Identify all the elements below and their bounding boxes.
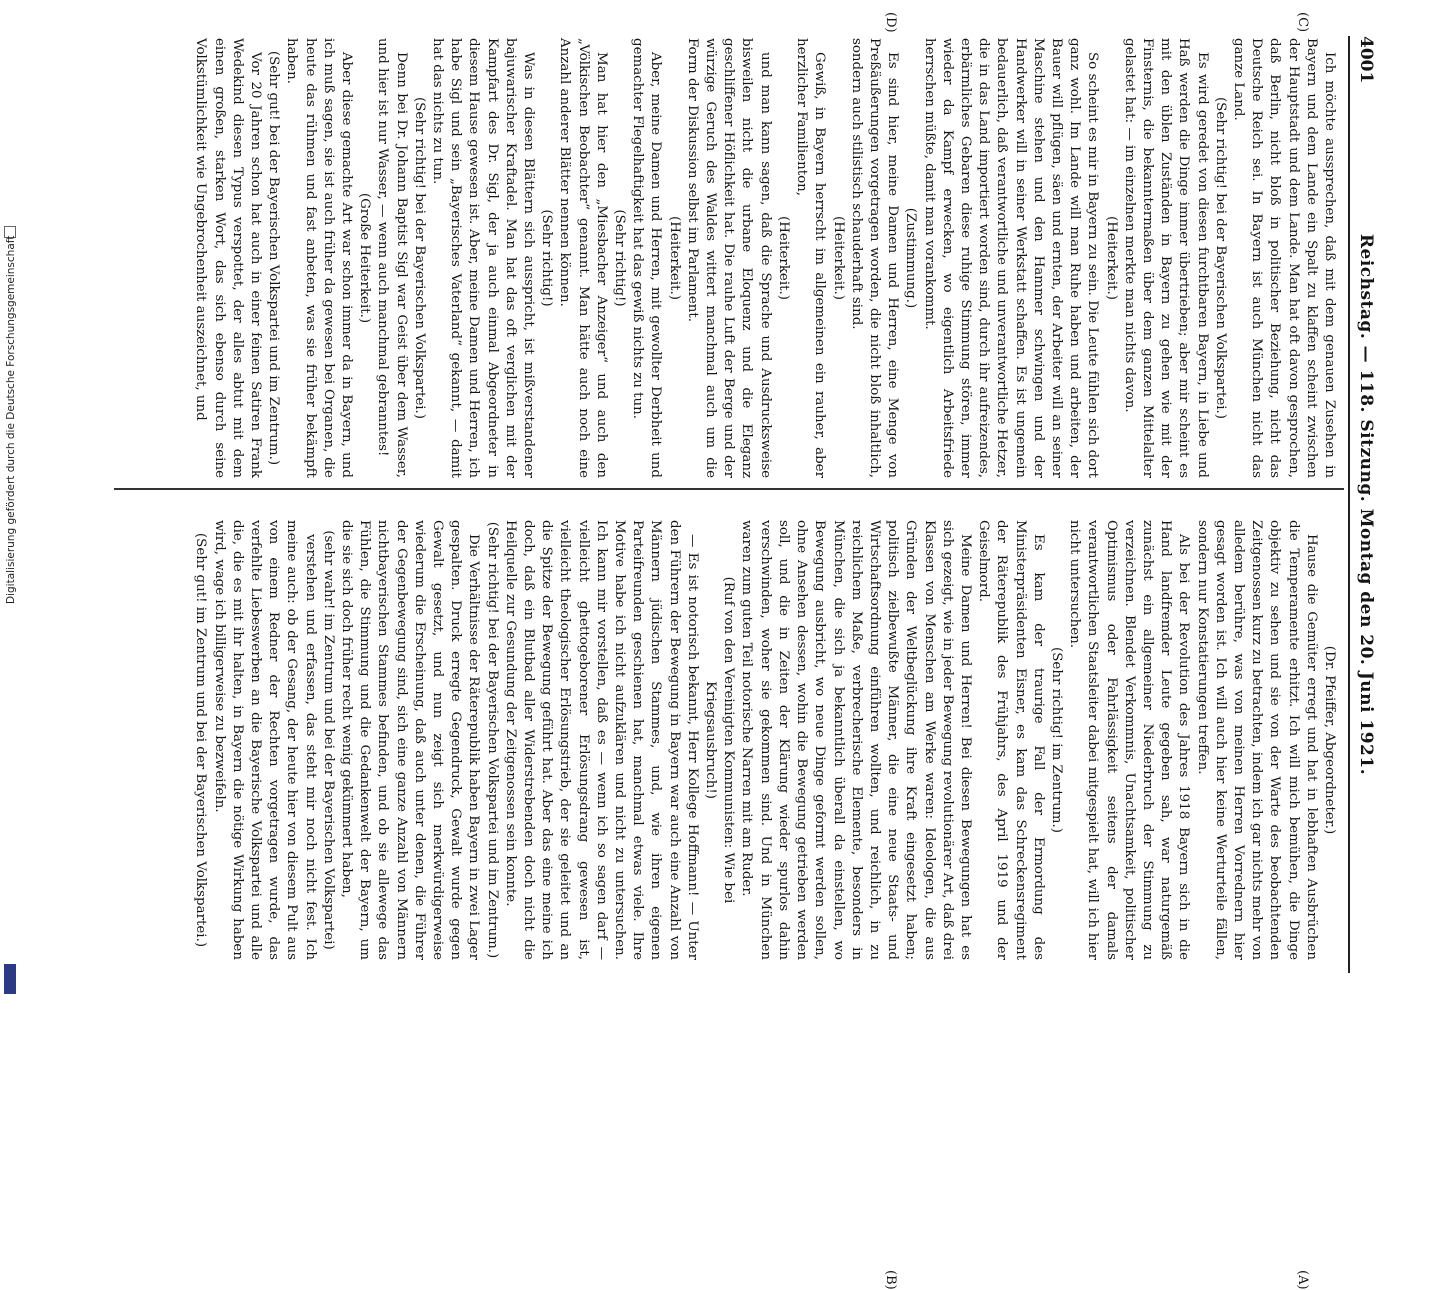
paragraph: (Sehr richtig!) xyxy=(539,209,555,307)
paragraph: Aber diese gemachte Art war schon immer da in Bayern, und ich muß sagen, sie ist auch früher da gewesen bei Organen, die heute das rühmen und fast anbeten, was sie früher bekämpft haben. xyxy=(284,38,355,478)
paragraph: Es kam der traurige Fall der Ermordung des Ministerpräsidenten Eisner, es kam das Schreckensregiment der Räterepublik des Frühjahrs, des April 1919 und der Geiselmord. xyxy=(976,520,1046,960)
paragraph: (Sehr richtig! bei der Bayerischen Volkspartei und im Zentrum.) xyxy=(484,521,500,959)
paragraph: Meine Damen und Herren! Bei diesen Bewegungen hat es sich gezeigt, wie in jeder Bewegung revolutionärer Art, daß drei Klassen von Menschen am Werke waren: Ideologen, die aus Gründen der Weltbeglückung ihre Kraft eingesetzt haben; politisch zielbewußte Männer, die eine neue Staats- und Wirtschaftsordnung einführen wollten, und reichlich, in zu reichlichem Maße, verbrecherische Elemente, besonders in München, die sich ja bekanntlich überall da einstellen, wo Bewegung ausbricht, wo neue Dinge geformt werden sollen, ohne Ansehen dessen, wohin die Bewegung getrieben werden soll, und die in Zeiten der Klärung wieder spurlos dahin verschwinden, woher sie gekommen sind. Und in München waren zum guten Teil notorische Narren mit am Ruder. xyxy=(739,520,973,960)
paragraph: (sehr wahr! im Zentrum und bei der Bayerischen Volkspartei) xyxy=(320,530,336,950)
paragraph: Es sind hier, meine Damen und Herren, eine Menge von Preßäußerungen vorgetragen worden, die nicht bloß inhaltlich, sondern auch stilistisch schauderhaft sind. xyxy=(848,38,901,478)
paragraph: Man hat hier den „Miesbacher Anzeiger“ und auch den „Völkischen Beobachter“ genannt. Man hätte auch noch eine Anzahl anderer Blätter nennen können. xyxy=(557,38,609,478)
paragraph: Denn bei Dr. Johann Baptist Sigl war Geist über dem Wasser, und hier ist nur Wasser, — wenn auch manchmal gebranntes! xyxy=(375,38,409,478)
paragraph: und man kann sagen, daß die Sprache und Ausdrucksweise bisweilen nicht die urbane Eloquenz und die Eleganz geschliffener Höflichkeit hat. Die rauhe Luft der Berge und der würzige Geruch des Waldes wittert manchmal auch um die Form der Diskussion selbst im Parlament. xyxy=(684,38,773,478)
paragraph: Was in diesen Blättern sich ausspricht, ist mißverstandener bajuwarischer Kraftadel. Man hat das oft verglichen mit der Kampfart des Dr. Sigl, der ja auch einmal Abgeordneter in diesem Hause gewesen ist. Aber, meine Damen und Herren, ich habe Sigl und sein „Bayerisches Vaterland“ gekannt, — damit hat das nichts zu tun. xyxy=(430,38,537,478)
paragraph: (Sehr gut! im Zentrum und bei der Bayerischen Volkspartei.) xyxy=(193,532,209,948)
text-column-right xyxy=(191,520,1338,960)
paragraph: Vor 20 Jahren schon hat auch in einer feinen Satiren Frank Wedekind diesen Typus verspottet, der alles abtut mit dem einen großen, starken Wort, das sich ebenso durch seine Volkstümlichkeit wie Ungebrochenheit auszeichnet, und xyxy=(193,38,264,478)
paragraph: (Heiterkeit.) xyxy=(775,216,791,300)
paragraph: (Sehr richtig! bei der Bayerischen Volkspartei.) xyxy=(1212,96,1228,420)
paragraph: (Sehr richtig! bei der Bayerischen Volkspartei.) xyxy=(411,96,427,420)
paragraph: — Es ist notorisch bekannt, Herr Kollege Hoffmann! — Unter den Führern der Bewegung in Bayern war auch eine Anzahl von Männern jüdischen Stammes, und, wie ihren eigenen Parteifreunden geschienen hat, manchmal etwas viele. Ihre Motive habe ich nicht aufzuklären und nicht zu untersuchen. Ich kann mir vorstellen, daß es — wenn ich so sagen darf — vielleicht ghettogeborener Erlösungsdrang gewesen ist, vielleicht theologischer Erlösungstrieb, der sie geleitet und an die Spitze der Bewegung geführt hat. Aber das eine meine ich doch, daß ein Blutbad aller Widerstrebenden doch nicht die Heilquelle zur Gesundung der Zeitgenossen sein konnte. xyxy=(502,520,700,960)
margin-marker-b: (B) xyxy=(883,1270,898,1290)
page-number: 4001 xyxy=(1356,36,1376,84)
paragraph: (Sehr richtig! im Zentrum.) xyxy=(1048,647,1064,833)
paragraph: (Heiterkeit.) xyxy=(1103,216,1119,300)
margin-marker-d: (D) xyxy=(883,12,898,33)
paragraph: (Große Heiterkeit.) xyxy=(357,192,373,324)
digitization-credit: Digitalisierung gefördert durch die Deutsche Forschungsgemeinschaft xyxy=(5,235,17,604)
paragraph: Gewiß, in Bayern herrscht im allgemeinen ein rauher, aber herzlicher Familienton, xyxy=(794,38,828,478)
header-title: Reichstag. — 118. Sitzung. Montag den 20. Juni 1921. xyxy=(1356,233,1376,776)
paragraph: Ich möchte aussprechen, daß mit dem genauen Zusehen in Bayern und dem Lande ein Spalt zu klaffen scheint zwischen der Hauptstadt und dem Lande. Man hat oft davon gesprochen, daß Berlin, nicht bloß in politischer Beziehung, nicht das Deutsche Reich sei. In Bayern ist auch München nicht das ganze Land. xyxy=(1230,38,1337,478)
dfg-logo xyxy=(4,964,16,994)
paragraph: (Dr. Pfeiffer, Abgeordneter.) xyxy=(1322,645,1337,835)
paragraph: Die Verhältnisse der Räterepublik haben Bayern in zwei Lager gespalten. Druck erregte Gegendruck, Gewalt wurde gegen Gewalt gesetzt, und nun zeigt sich merkwürdigerweise wiederum die Erscheinung, daß auch unter denen, die Führer der Gegenbewegung sind, sich eine ganze Anzahl von Männern nichtbayerischen Stammes befinden, und ob sie allewege das Fühlen, die Stimmung und die Gedankenwelt der Bayern, um die sie sich doch früher recht wenig gekümmert haben, xyxy=(339,520,482,960)
paragraph: (Heiterkeit.) xyxy=(830,216,846,300)
margin-marker-a: (A) xyxy=(1295,1270,1310,1290)
column-divider xyxy=(114,488,1344,490)
paragraph: (Heiterkeit.) xyxy=(666,216,682,300)
paragraph: (Sehr gut! bei der Bayerischen Volkspartei und im Zentrum.) xyxy=(266,50,282,466)
page-header xyxy=(1348,36,1380,973)
paragraph: (Zustimmung.) xyxy=(903,207,919,309)
paragraph: So scheint es mir in Bayern zu sein. Die Leute fühlen sich dort ganz wohl. Im Lande will man Ruhe haben und arbeiten, der Bauer will pflügen, säen und ernten, der Arbeiter will an seiner Maschine stehen und den Hammer schwingen und der Handwerker will in seiner Werkstatt schaffen. Es ist ungemein bedauerlich, daß verantwortliche und unverantwortliche Hetzer, die in das Land importiert worden sind, durch ihr aufreizendes, erbärmliches Gebaren diese ruhige Stimmung stören, immer wieder da Kampf erwecken, wo eigentlich Arbeitsfriede herrschen müßte, damit man vorankommt. xyxy=(921,38,1101,478)
paragraph: Als bei der Revolution des Jahres 1918 Bayern sich in die Hand landfremder Leute gegeben sah, war naturgemäß zunächst ein allgemeiner Niederbruch der Stimmung zu verzeichnen. Blendet Verkommnis, Unachtsamkeit, politischer Optimismus oder Fahrlässigkeit seitens der damals verantwortlichen Staatsleiter dabei mitgespielt hat, will ich hier nicht untersuchen. xyxy=(1067,520,1192,960)
paragraph: (Ruf von den Vereinigten Kommunisten: Wie bei Kriegsausbruch!) xyxy=(703,576,737,904)
paragraph: Es wird geredet von diesen furchtbaren Bayern, in Liebe und Haß werden die Dinge immer übertrieben; aber mir scheint es mit den üblen Zuständen in Bayern zu gehen wie mit der Finsternis, die bekanntermaßen über dem ganzen Mittelalter gelastet hat: — im einzelnen merkte man nichts davon. xyxy=(1121,38,1210,478)
paragraph: Hause die Gemüter erregt und hat in lebhaften Ausbrüchen die Temperamente erhitzt. Ich will mich bemühen, die Dinge objektiv zu sehen und sie von der Warte des beobachtenden Zeitgenossen kurz zu betrachten, indem ich gar nichts mehr von alledem berühre, was von meinen Herren Vorrednern hier gesagt worden ist. Ich will auch hier keine Werturteile fällen, sondern nur Konstatierungen treffen. xyxy=(1194,520,1319,960)
text-column-left xyxy=(191,38,1338,478)
paragraph: Aber, meine Damen und Herren, mit gewollter Derbheit und gemachter Flegelhaftigkeit hat das gewiß nichts zu tun. xyxy=(630,38,664,478)
margin-marker-c: (C) xyxy=(1295,12,1310,33)
paragraph: (Sehr richtig!) xyxy=(612,209,628,307)
paragraph: verstehen und erfassen, das steht mir noch nicht fest. Ich meine auch: ob der Gesang, der heute hier von diesem Pult aus von einem Redner der Rechten vorgetragen wurde, das verfehlte Liebeswerben an die Bayerische Volkspartei und alle die, die es mit ihr halten, in Bayern die nötige Wirkung haben wird, wage ich billigerweise zu bezweifeln. xyxy=(211,520,318,960)
reichstag-protocol-page xyxy=(90,8,1380,1290)
